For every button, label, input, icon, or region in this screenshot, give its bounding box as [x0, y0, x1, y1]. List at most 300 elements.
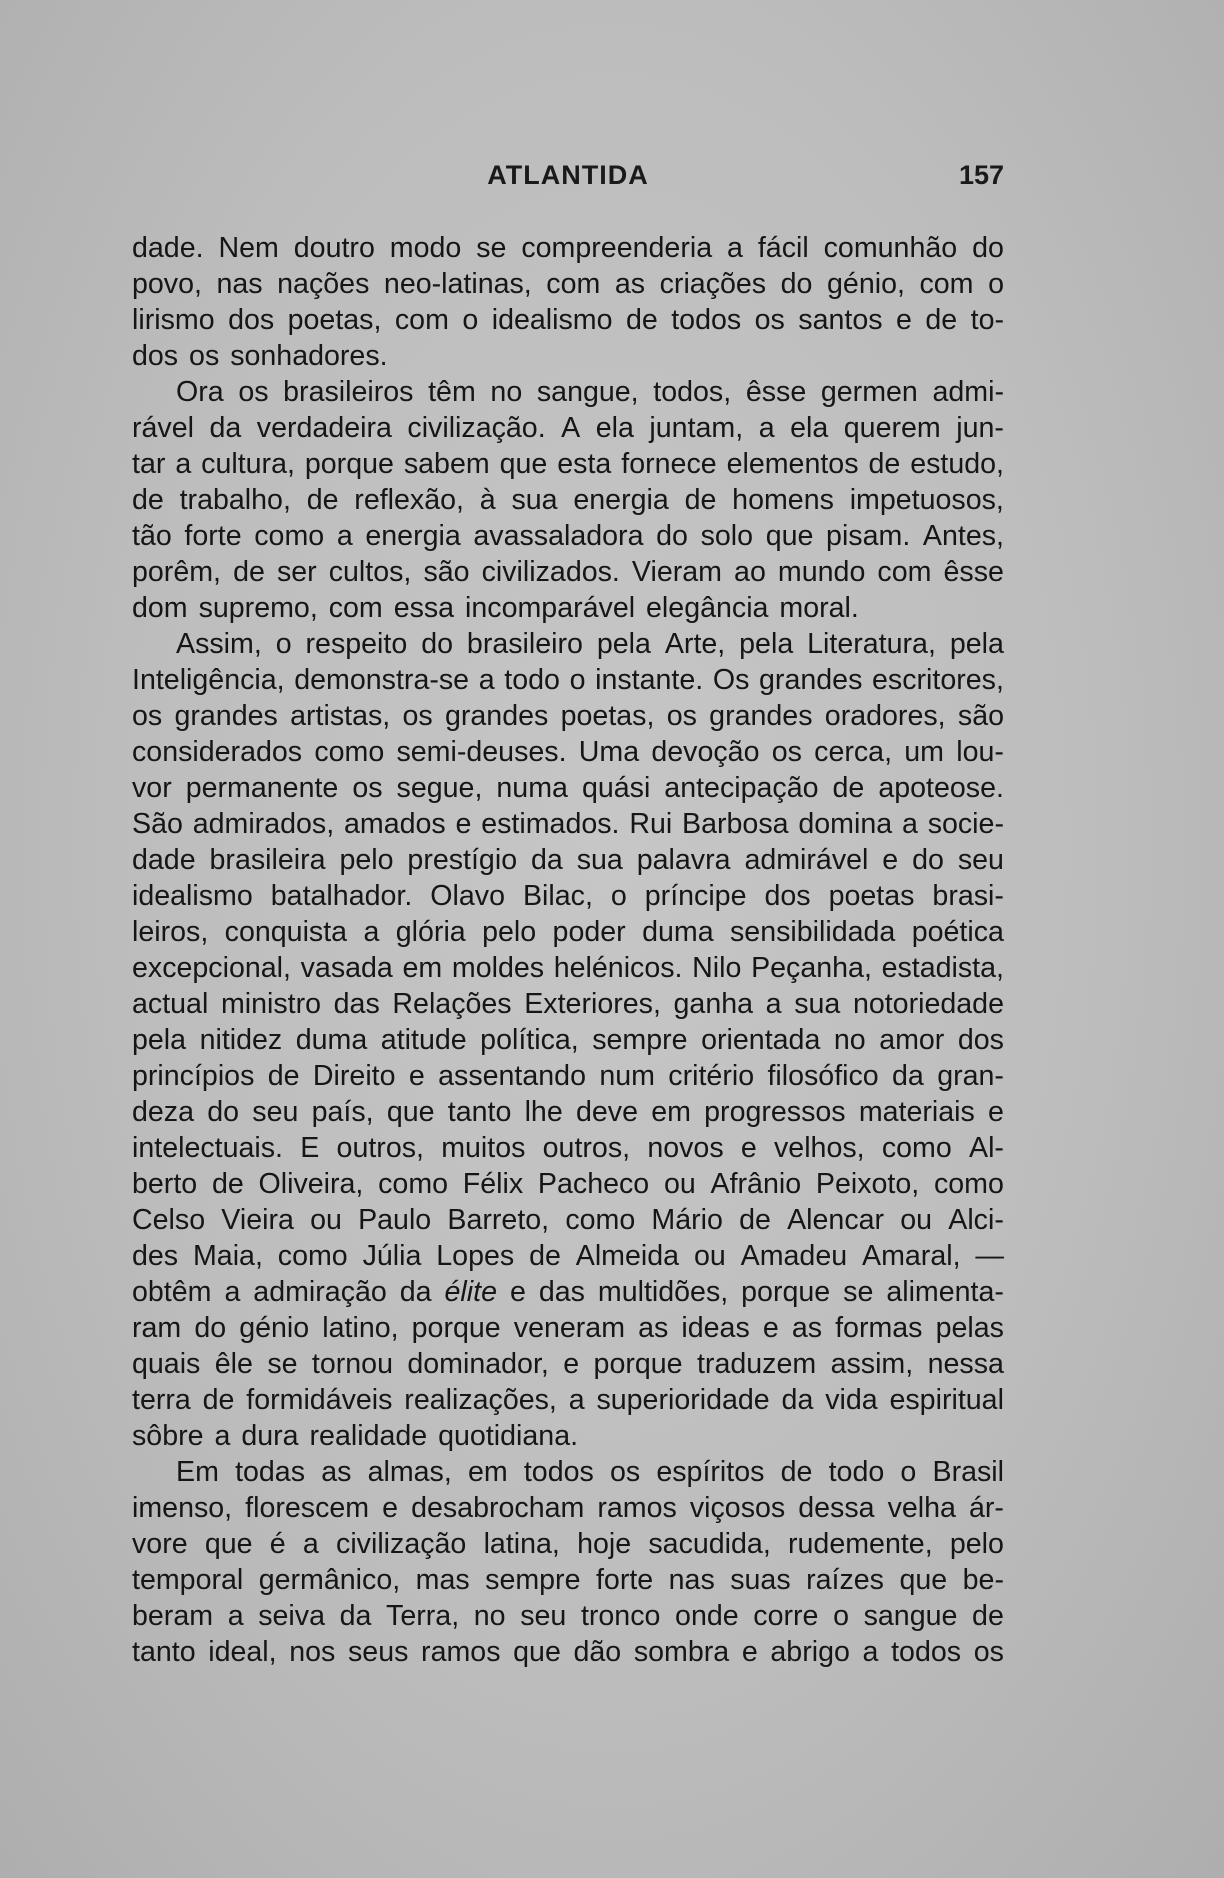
- word: segue,: [396, 772, 483, 804]
- word: sempre: [592, 1024, 688, 1056]
- word: política,: [480, 1024, 579, 1056]
- word: dom: [132, 592, 199, 624]
- word: que: [386, 1096, 435, 1128]
- word: Nilo: [692, 952, 742, 984]
- word: novos: [647, 1132, 724, 1164]
- word: seu: [957, 844, 1004, 876]
- word: e: [741, 1636, 758, 1668]
- text-line: [132, 338, 1004, 374]
- word: espíritos: [656, 1456, 765, 1488]
- word: nações: [277, 268, 370, 300]
- word: elementos: [726, 448, 859, 480]
- word: leiros,: [132, 916, 209, 948]
- word: os: [238, 376, 269, 408]
- word: brasileira: [209, 844, 326, 876]
- word: poética: [911, 916, 1004, 948]
- word: um: [904, 736, 944, 768]
- word: de: [832, 772, 865, 804]
- word: pela: [132, 1024, 187, 1056]
- text-line: [132, 1274, 1004, 1310]
- word: Relações: [392, 988, 512, 1020]
- text-line: [132, 1634, 1004, 1670]
- word: das: [333, 988, 380, 1020]
- word: que: [499, 448, 548, 480]
- word: Direito: [312, 1060, 396, 1092]
- word: os: [754, 304, 785, 336]
- text-line: [132, 986, 1004, 1022]
- word: no: [490, 376, 523, 408]
- word: da: [209, 412, 242, 444]
- word: grandes: [759, 664, 863, 696]
- word: de: [972, 1600, 1004, 1632]
- word: ramos: [421, 1636, 501, 1668]
- word: e: [563, 1348, 580, 1380]
- word: pelas: [935, 1312, 1004, 1344]
- word: e: [882, 844, 899, 876]
- word: do: [780, 268, 813, 300]
- word: o: [610, 880, 627, 912]
- word: todas: [235, 1456, 306, 1488]
- word: que: [204, 1528, 253, 1560]
- word: corre: [753, 1600, 819, 1632]
- word: demonstra-se: [294, 664, 470, 696]
- word: modo: [389, 232, 462, 264]
- word: élite: [444, 1276, 497, 1308]
- word: Os: [712, 664, 750, 696]
- word: mundo: [777, 556, 866, 588]
- word: pelo: [949, 1528, 1004, 1560]
- running-head: [132, 160, 1004, 200]
- word: pela: [596, 628, 651, 660]
- word: prestígio: [407, 844, 518, 876]
- word: a: [224, 1276, 241, 1308]
- word: dominador,: [407, 1348, 549, 1380]
- word: be-: [962, 1564, 1004, 1596]
- text-line: [132, 1382, 1004, 1418]
- word: com: [546, 268, 601, 300]
- word: deza: [132, 1096, 195, 1128]
- word: da: [892, 1060, 924, 1092]
- word: ou: [663, 1168, 696, 1200]
- word: o: [900, 1456, 917, 1488]
- word: como: [254, 520, 325, 552]
- word: respeito: [305, 628, 408, 660]
- word: da: [339, 1600, 372, 1632]
- word: das: [538, 1276, 585, 1308]
- word: de: [684, 484, 717, 516]
- word: como: [314, 736, 385, 768]
- word: sua: [794, 988, 841, 1020]
- word: sôbre: [132, 1420, 215, 1452]
- text-line: [132, 1058, 1004, 1094]
- word: de: [306, 484, 339, 516]
- word: homens: [732, 484, 834, 516]
- word: Inteligência,: [132, 664, 285, 696]
- word: ganha: [673, 988, 754, 1020]
- word: se: [476, 232, 507, 264]
- word: lhe: [524, 1096, 563, 1128]
- word: a: [175, 448, 192, 480]
- word: sonhadores.: [230, 340, 388, 372]
- word: Al-: [969, 1132, 1004, 1164]
- word: os: [352, 772, 383, 804]
- text-line: [132, 230, 1004, 266]
- word: pisam.: [826, 520, 911, 552]
- word: a: [227, 1600, 244, 1632]
- word: formidáveis: [246, 1384, 393, 1416]
- word: de: [780, 1456, 813, 1488]
- word: o: [462, 304, 479, 336]
- word: solo: [700, 520, 754, 552]
- text-line: [132, 950, 1004, 986]
- word: ou: [310, 1204, 342, 1236]
- word: cerca,: [814, 736, 893, 768]
- word: nas: [216, 268, 263, 300]
- word: realizações,: [404, 1384, 557, 1416]
- word: fornece: [621, 448, 717, 480]
- word: to-: [970, 304, 1004, 336]
- word: progressos: [704, 1096, 846, 1128]
- word: da: [399, 1276, 432, 1308]
- word: a: [901, 808, 918, 840]
- word: a: [758, 412, 775, 444]
- word: êsse: [745, 376, 807, 408]
- word: a: [302, 1528, 319, 1560]
- word: príncipe: [644, 880, 747, 912]
- word: instante.: [595, 664, 704, 696]
- word: porque: [741, 1276, 831, 1308]
- word: multidões,: [597, 1276, 729, 1308]
- word: Alencar: [787, 1204, 885, 1236]
- text-line: [132, 554, 1004, 590]
- word: da: [781, 1384, 814, 1416]
- word: velhos,: [774, 1132, 865, 1164]
- word: Nem: [218, 232, 279, 264]
- word: velha: [887, 1492, 956, 1524]
- word: brasi-: [932, 880, 1004, 912]
- word: do: [912, 844, 944, 876]
- word: Peixoto,: [815, 1168, 920, 1200]
- word: terra: [132, 1384, 191, 1416]
- word: desabrocham: [411, 1492, 585, 1524]
- word: Em: [176, 1456, 219, 1488]
- word: notoriedade: [852, 988, 1004, 1020]
- text-line: [132, 734, 1004, 770]
- word: artistas,: [290, 700, 391, 732]
- word: espiritual: [889, 1384, 1004, 1416]
- word: princípios: [132, 1060, 255, 1092]
- word: Terra,: [386, 1600, 460, 1632]
- word: Afrânio: [710, 1168, 802, 1200]
- word: raízes: [806, 1564, 884, 1596]
- word: São: [132, 808, 183, 840]
- word: santos: [798, 304, 883, 336]
- word: devoção: [651, 736, 760, 768]
- word: outros,: [336, 1132, 424, 1164]
- word: verdadeira: [256, 412, 392, 444]
- word: de: [211, 1168, 244, 1200]
- word: são: [423, 556, 470, 588]
- text-line: [132, 1310, 1004, 1346]
- text-line: [132, 518, 1004, 554]
- word: e: [382, 1492, 399, 1524]
- word: domina: [798, 808, 893, 840]
- word: dos: [132, 340, 190, 372]
- text-line: [132, 374, 1004, 410]
- text-line: [132, 1562, 1004, 1598]
- word: têm: [428, 376, 476, 408]
- word: e: [988, 1096, 1004, 1128]
- word: do: [972, 232, 1004, 264]
- word: civilização.: [407, 412, 546, 444]
- word: à: [479, 484, 496, 516]
- word: Barreto,: [447, 1204, 550, 1236]
- word: Alci-: [948, 1204, 1004, 1236]
- word: em: [402, 952, 443, 984]
- word: nitidez: [199, 1024, 283, 1056]
- word: país,: [311, 1096, 374, 1128]
- word: vida: [825, 1384, 878, 1416]
- word: elegância: [646, 592, 780, 624]
- word: pela: [739, 628, 794, 660]
- word: ministro: [220, 988, 322, 1020]
- word: incomparável: [465, 592, 647, 624]
- word: Oliveira,: [258, 1168, 364, 1200]
- text-line: [132, 302, 1004, 338]
- word: Peçanha,: [751, 952, 872, 984]
- word: dos: [228, 304, 275, 336]
- word: outros,: [542, 1132, 631, 1164]
- word: porêm,: [132, 556, 221, 588]
- word: admiração: [253, 1276, 387, 1308]
- word: nos: [289, 1636, 336, 1668]
- word: Rui: [629, 808, 673, 840]
- word: êle: [214, 1348, 253, 1380]
- text-line: [132, 266, 1004, 302]
- word: permanente: [185, 772, 339, 804]
- word: com: [328, 592, 394, 624]
- word: helénicos.: [553, 952, 683, 984]
- word: seu: [520, 1600, 567, 1632]
- word: a: [478, 664, 495, 696]
- word: impetuosos,: [849, 484, 1004, 516]
- text-line: [132, 1238, 1004, 1274]
- word: avassaladora: [473, 520, 644, 552]
- word: batalhador.: [270, 880, 413, 912]
- word: sua: [576, 844, 623, 876]
- word: tanto: [132, 1636, 196, 1668]
- word: sombra: [633, 1636, 730, 1668]
- word: Amaral,: [862, 1240, 961, 1272]
- word: Lopes: [436, 1240, 515, 1272]
- word: semi-deuses.: [396, 736, 567, 768]
- word: grandes: [174, 700, 278, 732]
- word: ramos: [597, 1492, 677, 1524]
- word: dos: [957, 1024, 1004, 1056]
- word: quais: [132, 1348, 201, 1380]
- word: seu: [252, 1096, 299, 1128]
- word: amor: [879, 1024, 945, 1056]
- word: escritores,: [872, 664, 1004, 696]
- word: de: [868, 448, 901, 480]
- word: ela: [790, 412, 829, 444]
- word: vor: [132, 772, 172, 804]
- word: como: [933, 1168, 1004, 1200]
- word: tornou: [311, 1348, 393, 1380]
- word: socie-: [927, 808, 1004, 840]
- word: filosófico: [767, 1060, 879, 1092]
- word: estudo,: [910, 448, 1004, 480]
- word: ram: [132, 1312, 182, 1344]
- text-line: [132, 806, 1004, 842]
- word: os: [609, 1456, 641, 1488]
- word: palavra: [636, 844, 731, 876]
- word: Celso: [132, 1204, 206, 1236]
- word: duma: [642, 916, 714, 948]
- text-line: [132, 1598, 1004, 1634]
- word: florescem: [245, 1492, 370, 1524]
- word: são: [957, 700, 1004, 732]
- word: brasileiros: [283, 376, 414, 408]
- word: grandes: [709, 700, 813, 732]
- word: considerados: [132, 736, 303, 768]
- text-line: [132, 482, 1004, 518]
- word: de: [202, 1384, 235, 1416]
- word: Uma: [578, 736, 640, 768]
- word: lou-: [956, 736, 1004, 768]
- word: a: [214, 1420, 242, 1452]
- word: como: [881, 1132, 952, 1164]
- word: querem: [843, 412, 941, 444]
- word: essa: [393, 592, 466, 624]
- word: viçosos: [689, 1492, 786, 1524]
- word: energia: [573, 484, 669, 516]
- word: glória: [395, 916, 466, 948]
- word: Ora: [176, 376, 224, 408]
- text-line: [132, 1346, 1004, 1382]
- word: Barbosa: [682, 808, 789, 840]
- page-number: 157: [958, 160, 1004, 190]
- word: os: [189, 340, 231, 372]
- word: povo,: [132, 268, 202, 300]
- word: Antes,: [922, 520, 1004, 552]
- word: com: [919, 268, 974, 300]
- text-line: [132, 1418, 1004, 1454]
- word: fácil: [757, 232, 809, 264]
- word: a: [727, 232, 743, 264]
- word: orientada: [701, 1024, 821, 1056]
- word: o: [988, 268, 1004, 300]
- word: deve: [575, 1096, 638, 1128]
- word: a: [363, 916, 380, 948]
- word: actual: [132, 988, 209, 1020]
- word: génio: [239, 1312, 310, 1344]
- text-line: [132, 1166, 1004, 1202]
- word: jun-: [956, 412, 1004, 444]
- word: poetas,: [287, 304, 382, 336]
- word: gran-: [937, 1060, 1004, 1092]
- word: o: [275, 628, 292, 660]
- word: do: [421, 628, 453, 660]
- word: todos,: [653, 376, 732, 408]
- word: Amadeu: [740, 1240, 848, 1272]
- word: os: [666, 700, 697, 732]
- word: sensibilidada: [730, 916, 896, 948]
- word: veneram: [513, 1312, 626, 1344]
- text-line: [132, 1130, 1004, 1166]
- word: latina,: [483, 1528, 560, 1560]
- word: ela: [595, 412, 634, 444]
- word: grandes: [444, 700, 549, 732]
- word: em: [467, 1456, 508, 1488]
- word: do: [207, 1096, 240, 1128]
- word: as: [791, 1312, 823, 1344]
- word: juntam,: [649, 412, 744, 444]
- word: berto: [132, 1168, 198, 1200]
- word: Júlia: [362, 1240, 422, 1272]
- word: pelo: [482, 916, 537, 948]
- word: no: [833, 1024, 866, 1056]
- word: estadista,: [881, 952, 1004, 984]
- word: como: [565, 1204, 636, 1236]
- word: Almeida: [575, 1240, 680, 1272]
- text-line: [132, 1094, 1004, 1130]
- word: mas: [415, 1564, 470, 1596]
- word: a: [765, 988, 782, 1020]
- word: conquista: [224, 916, 348, 948]
- word: moral.: [779, 592, 859, 624]
- word: ár-: [968, 1492, 1004, 1524]
- word: beram: [132, 1600, 214, 1632]
- word: idealismo: [132, 880, 253, 912]
- word: tanto: [447, 1096, 512, 1128]
- word: sempre: [485, 1564, 581, 1596]
- word: pela: [949, 628, 1004, 660]
- text-line: [132, 698, 1004, 734]
- word: todos: [671, 304, 742, 336]
- word: esta: [557, 448, 612, 480]
- word: Assim,: [176, 628, 262, 660]
- word: todo: [828, 1456, 885, 1488]
- word: de: [233, 556, 265, 588]
- word: e: [762, 1312, 779, 1344]
- word: dade.: [132, 232, 204, 264]
- word: Exteriores,: [524, 988, 661, 1020]
- word: todos: [523, 1456, 594, 1488]
- word: e: [455, 808, 472, 840]
- word: civilização: [336, 1528, 467, 1560]
- word: dão: [573, 1636, 622, 1668]
- text-line: [132, 770, 1004, 806]
- word: num: [599, 1060, 655, 1092]
- word: sangue: [863, 1600, 958, 1632]
- word: vasada: [300, 952, 393, 984]
- word: tão: [132, 520, 172, 552]
- word: dura: [241, 1420, 310, 1452]
- word: ideas: [681, 1312, 750, 1344]
- word: atitude: [380, 1024, 467, 1056]
- word: nessa: [927, 1348, 1004, 1380]
- text-line: [132, 1454, 1004, 1490]
- word: da: [531, 844, 563, 876]
- word: que: [765, 520, 814, 552]
- word: cultos,: [328, 556, 412, 588]
- word: de: [739, 1204, 771, 1236]
- text-line: [132, 410, 1004, 446]
- word: pelo: [339, 844, 394, 876]
- word: criações: [659, 268, 767, 300]
- text-line: [132, 1490, 1004, 1526]
